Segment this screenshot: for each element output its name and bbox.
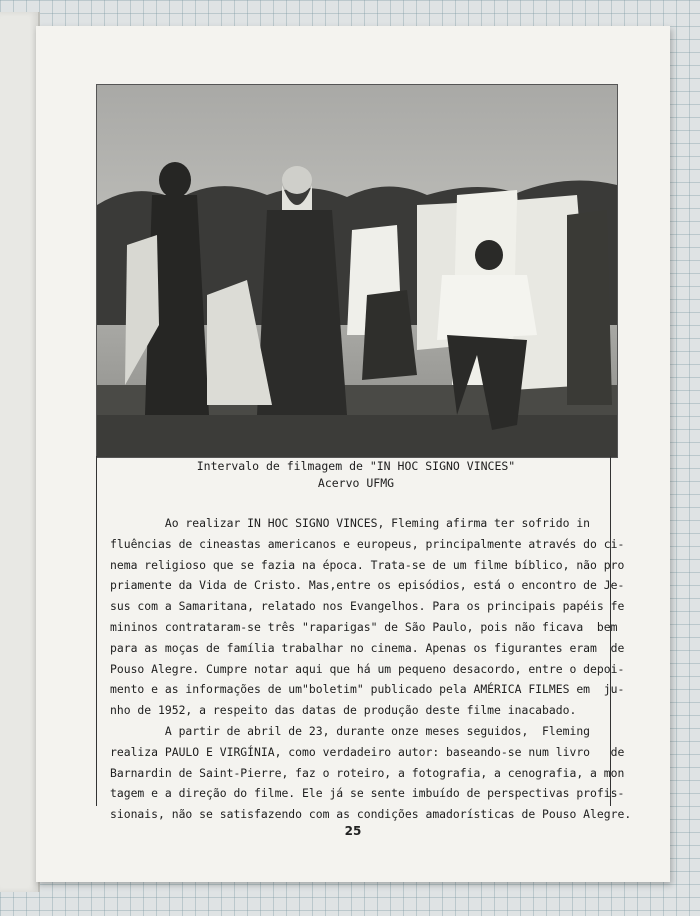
text-line: sionais, não se satisfazendo com as condições amadorísticas de Pouso Alegre. (110, 807, 632, 822)
page-number: 25 (344, 824, 362, 838)
text-line: mininos contrataram-se três "raparigas" de São Paulo, pois não ficava bem (110, 619, 618, 634)
paragraph-1 (110, 513, 625, 721)
text-line: nema religioso que se fazia na época. Trata-se de um filme bíblico, não pro (110, 557, 625, 572)
text-line: mento e as informações de um"boletim" publicado pela AMÉRICA FILMES em ju- (110, 682, 625, 697)
text-line: fluências de cineastas americanos e europeus, principalmente através do ci- (110, 536, 625, 551)
text-line: A partir de abril de 23, durante onze meses seguidos, Fleming (110, 723, 591, 738)
photo-caption (96, 458, 616, 492)
film-still-photo (96, 84, 618, 458)
text-line: Pouso Alegre. Cumpre notar aqui que há um pequeno desacordo, entre o depoi- (110, 661, 625, 676)
caption-credit: Acervo UFMG (317, 476, 395, 490)
photo-illustration (97, 85, 617, 457)
body-text (110, 513, 632, 825)
caption-title: Intervalo de filmagem de "IN HOC SIGNO VINCES" (196, 459, 516, 473)
text-line: para as moças de família trabalhar no cinema. Apenas os figurantes eram de (110, 640, 625, 655)
facing-page-edge (0, 12, 40, 892)
text-line: Barnardin de Saint-Pierre, faz o roteiro, a fotografia, a cenografia, a mon (110, 765, 625, 780)
book-page (36, 26, 670, 882)
text-line: tagem e a direção do filme. Ele já se sente imbuído de perspectivas profis- (110, 786, 625, 801)
text-line: realiza PAULO E VIRGÍNIA, como verdadeiro autor: baseando-se num livro de (110, 744, 625, 759)
text-line: nho de 1952, a respeito das datas de produção deste filme inacabado. (110, 703, 577, 718)
paragraph-2 (110, 721, 632, 825)
text-line: sus com a Samaritana, relatado nos Evangelhos. Para os principais papéis fe (110, 599, 625, 614)
text-line: priamente da Vida de Cristo. Mas,entre os episódios, está o encontro de Je- (110, 578, 625, 593)
text-line: Ao realizar IN HOC SIGNO VINCES, Fleming afirma ter sofrido in (110, 516, 591, 530)
